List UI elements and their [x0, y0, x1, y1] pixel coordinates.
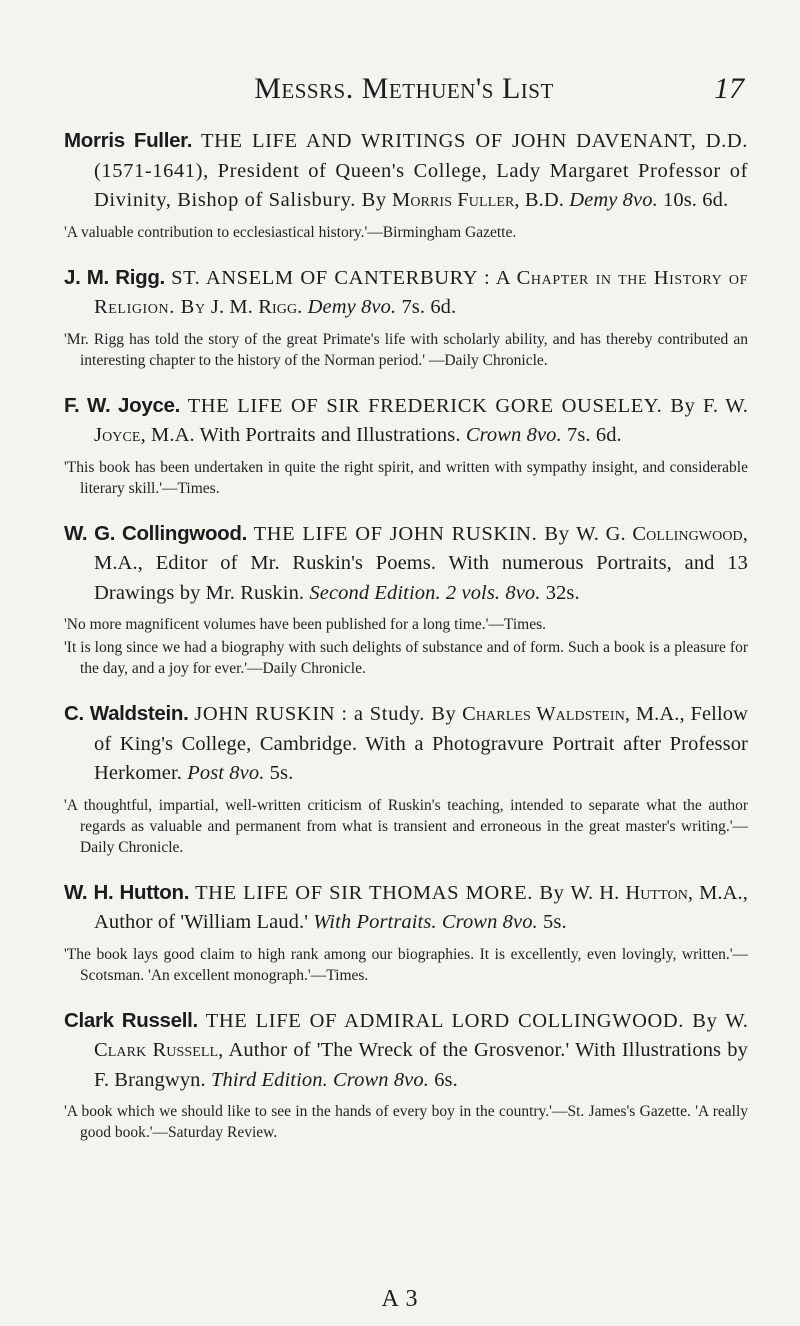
entry-extra: With Portraits and Illustrations. [199, 424, 461, 446]
entry-author: J. M. Rigg. [64, 265, 165, 289]
entry-byline: W. G. Collingwood, M.A., [94, 522, 748, 574]
entry-format: Third Edition. Crown 8vo. [210, 1068, 429, 1091]
entry-review: 'No more magnificent volumes have been published for a long time.'—Times. [64, 616, 546, 633]
entry-review: 'A thoughtful, impartial, well-written criticism of Ruskin's teaching, intended to separate what the author regards as valuable and permanent from what is transient and erroneous in the great master's writing.'—Daily Chronicle. [64, 796, 748, 856]
book-entry [64, 699, 748, 858]
entry-format: With Portraits. Crown 8vo. [313, 911, 538, 933]
entry-format: Demy 8vo. [307, 296, 397, 318]
entry-price: 5s. [269, 762, 294, 784]
running-title: Messrs. Methuen's List [254, 72, 554, 105]
entry-byline: J. M. Rigg. [210, 296, 303, 318]
book-entry [64, 878, 748, 986]
entry-title: THE LIFE OF SIR THOMAS MORE. By [195, 881, 565, 904]
entry-main [64, 1006, 748, 1096]
entry-main [64, 878, 748, 938]
entry-price: 7s. 6d. [401, 296, 457, 318]
entry-extra: Fellow of King's College, Cambridge. With a Photogravure Portrait after Professor Herkomer. [94, 703, 749, 784]
book-entry [64, 1006, 748, 1144]
entry-author: W. G. Collingwood. [64, 521, 248, 545]
entry-main [64, 699, 748, 789]
page-number: 17 [714, 72, 744, 105]
running-head [64, 72, 744, 112]
entry-review: 'The book lays good claim to high rank among our biographies. It is excellently, even lovingly, written.'—Scotsman. 'An excellent monograph.'—Times. [64, 945, 748, 984]
entry-title: THE LIFE OF SIR FREDERICK GORE OUSELEY. By [187, 394, 696, 417]
entry-price: 7s. 6d. [566, 424, 622, 446]
entry-main [64, 391, 748, 451]
entry-author: C. Waldstein. [64, 702, 189, 725]
entry-title: JOHN RUSKIN : a Study. By [194, 703, 457, 725]
book-entry [64, 126, 748, 243]
entry-price: 32s. [545, 581, 580, 604]
entry-format: Second Edition. 2 vols. 8vo. [309, 581, 541, 604]
entry-title: THE LIFE AND WRITINGS OF JOHN DAVENANT, D.D. (1571-1641), President of Queen's College, Lady Margaret Professor of Divinity, Bishop of Salisbury. By [94, 130, 748, 211]
entry-author: F. W. Joyce. [64, 393, 181, 417]
entry-format: Post 8vo. [187, 762, 265, 784]
entries-list [64, 126, 748, 1163]
entry-main [64, 126, 748, 216]
book-entry [64, 519, 748, 680]
entry-extra: Author of 'The Wreck of the Grosvenor.' With Illustrations by F. Brangwyn. [94, 1039, 748, 1091]
entry-author: Morris Fuller. [64, 129, 193, 152]
entry-extra: Editor of Mr. Ruskin's Poems. With numerous Portraits, and 13 Drawings by Mr. Ruskin. [94, 552, 748, 604]
entry-review: 'It is long since we had a biography with such delights of substance and of form. Such a book is a pleasure for the day, and a joy for ever.'—Daily Chronicle. [64, 639, 748, 677]
entry-main [64, 519, 748, 609]
entry-author: W. H. Hutton. [64, 880, 190, 904]
entry-extra: Author of 'William Laud.' [94, 911, 309, 933]
entry-price: 10s. 6d. [663, 189, 729, 211]
entry-format: Demy 8vo. [569, 189, 658, 211]
entry-byline: W. Clark Russell, [94, 1009, 749, 1061]
entry-review: 'Mr. Rigg has told the story of the great Primate's life with scholarly ability, and has thereby contributed an interesting chapter to the history of the Norman period.' —Daily Chronicle. [64, 330, 748, 369]
entry-price: 6s. [434, 1068, 458, 1091]
entry-title: THE LIFE OF JOHN RUSKIN. By [253, 522, 570, 545]
book-entry [64, 391, 748, 499]
book-entry [64, 263, 748, 371]
entry-author: Clark Russell. [64, 1008, 198, 1032]
entry-byline: F. W. Joyce, M.A. [94, 394, 749, 446]
entry-review: 'A valuable contribution to ecclesiastical history.'—Birmingham Gazette. [64, 223, 517, 241]
entry-byline: Charles Waldstein, M.A., [462, 703, 685, 725]
entry-byline: Morris Fuller, B.D. [392, 189, 564, 211]
entry-main [64, 263, 748, 323]
entry-format: Crown 8vo. [465, 424, 562, 446]
entry-price: 5s. [543, 911, 567, 933]
entry-title: ST. ANSELM OF CANTERBURY : A Chapter in the History of Religion. By [94, 266, 748, 318]
entry-title: THE LIFE OF ADMIRAL LORD COLLINGWOOD. By [205, 1009, 718, 1032]
entry-byline: W. H. Hutton, M.A., [570, 881, 748, 904]
entry-review: 'This book has been undertaken in quite the right spirit, and written with sympathy insight, and considerable literary skill.'—Times. [64, 458, 748, 497]
entry-review: 'A book which we should like to see in the hands of every boy in the country.'—St. James's Gazette. 'A really good book.'—Saturday Review. [64, 1103, 748, 1141]
signature-mark: A 3 [381, 1286, 419, 1312]
